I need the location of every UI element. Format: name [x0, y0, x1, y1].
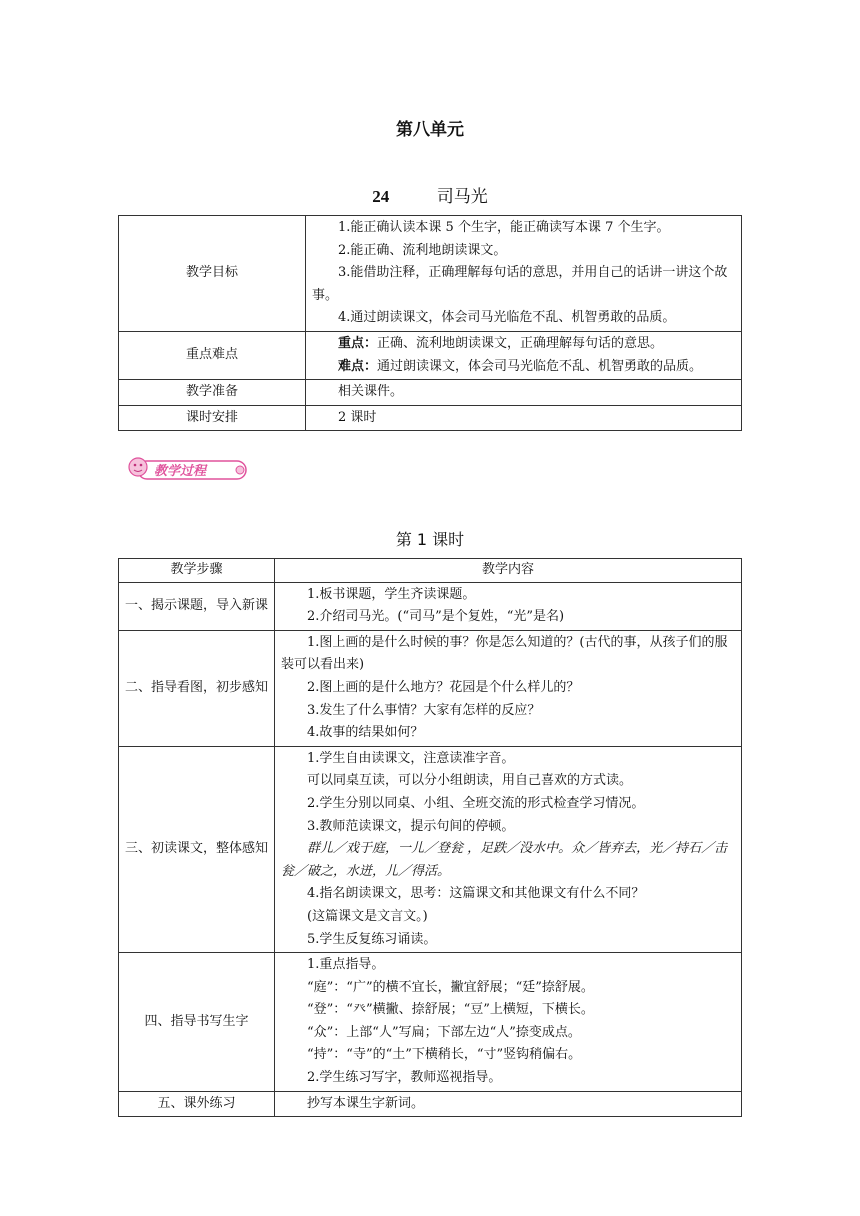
goal-line: 4.通过朗读课文，体会司马光临危不乱、机智勇敢的品质。	[338, 310, 676, 326]
key-point-label: 重点：	[338, 335, 378, 351]
goals-content	[306, 216, 742, 332]
classical-text: 群儿／戏于庭，一儿／登瓮 ，足跌／没水中。众／皆弃去，光／持石／击瓮／破之，水迸，儿／得活。	[281, 841, 728, 879]
badge-text: 教学过程	[154, 464, 207, 479]
step-label: 三、初读课文，整体感知	[119, 746, 275, 952]
header-content: 教学内容	[275, 559, 742, 583]
key-point-text: 正确、流利地朗读课文，正确理解每句话的意思。	[377, 335, 664, 351]
difficulty-text: 通过朗读课文，体会司马光临危不乱、机智勇敢的品质。	[377, 358, 703, 374]
lesson-title	[0, 182, 860, 207]
step-content: 1.重点指导。 “庭”：“广”的横不宜长，撇宜舒展；“廷”捺舒展。 “登”：“癶”横撇、捺舒展；“豆”上横短，下横长。 “众”：上部“人”写扁；下部左边“人”捺变成点。 “持”：“寺”的“土”下横稍长，“寸”竖钩稍偏右。 2.学生练习写字，教师巡视指导。	[275, 953, 742, 1092]
key-points-content	[306, 331, 742, 379]
key-points-label: 重点难点	[119, 331, 306, 379]
table-row	[119, 216, 742, 332]
table-row	[119, 630, 742, 746]
lesson-number: 24	[372, 187, 390, 206]
step-content: 1.板书课题，学生齐读课题。 2.介绍司马光。(“司马”是个复姓，“光”是名)	[275, 582, 742, 630]
step-label: 一、揭示课题，导入新课	[119, 582, 275, 630]
lesson-name: 司马光	[436, 187, 488, 207]
step-label: 四、指导书写生字	[119, 953, 275, 1092]
teaching-process-badge	[124, 453, 250, 485]
table-row	[119, 331, 742, 379]
process-table	[118, 558, 742, 1117]
table-row	[119, 380, 742, 406]
header-steps: 教学步骤	[119, 559, 275, 583]
difficulty-label: 难点：	[338, 358, 378, 374]
table-row	[119, 582, 742, 630]
goal-line: 2.能正确、流利地朗读课文。	[338, 242, 507, 258]
table-header-row	[119, 559, 742, 583]
step-content: 1.学生自由读课文，注意读准字音。 可以同桌互读，可以分小组朗读，用自己喜欢的方式读。 2.学生分别以同桌、小组、全班交流的形式检查学习情况。 3.教师范读课文，提示句间的停顿。 群儿／戏于庭，一儿／登瓮 ，足跌／没水中。众／皆弃去，光／持石／击瓮／破之，水迸，儿／得活。 4.指名朗读课文，思考：这篇课文和其他课文有什么不同？ (这篇课文是文言文。) 5.学生反复练习诵读。	[275, 746, 742, 952]
overview-table	[118, 215, 742, 431]
unit-title: 第八单元	[396, 120, 464, 140]
goal-line: 3.能借助注释，正确理解每句话的意思，并用自己的话讲一讲这个故事。	[312, 265, 728, 303]
table-row	[119, 405, 742, 431]
schedule-label: 课时安排	[119, 405, 306, 431]
goals-label: 教学目标	[119, 216, 306, 332]
schedule-value: 2 课时	[306, 405, 742, 431]
table-row	[119, 1091, 742, 1117]
preparation-value: 相关课件。	[306, 380, 742, 406]
table-row	[119, 953, 742, 1092]
table-row	[119, 746, 742, 952]
step-content: 抄写本课生字新词。	[275, 1091, 742, 1117]
step-label: 五、课外练习	[119, 1091, 275, 1117]
goal-line: 1.能正确认读本课 5 个生字，能正确读写本课 7 个生字。	[338, 220, 670, 235]
preparation-label: 教学准备	[119, 380, 306, 406]
step-label: 二、指导看图，初步感知	[119, 630, 275, 746]
step-content: 1.图上画的是什么时候的事？你是怎么知道的？(古代的事，从孩子们的服装可以看出来) 2.图上画的是什么地方？花园是个什么样儿的？ 3.发生了什么事情？大家有怎样的反应？ 4.故事的结果如何？	[275, 630, 742, 746]
period-title: 第 1 课时	[395, 530, 465, 549]
